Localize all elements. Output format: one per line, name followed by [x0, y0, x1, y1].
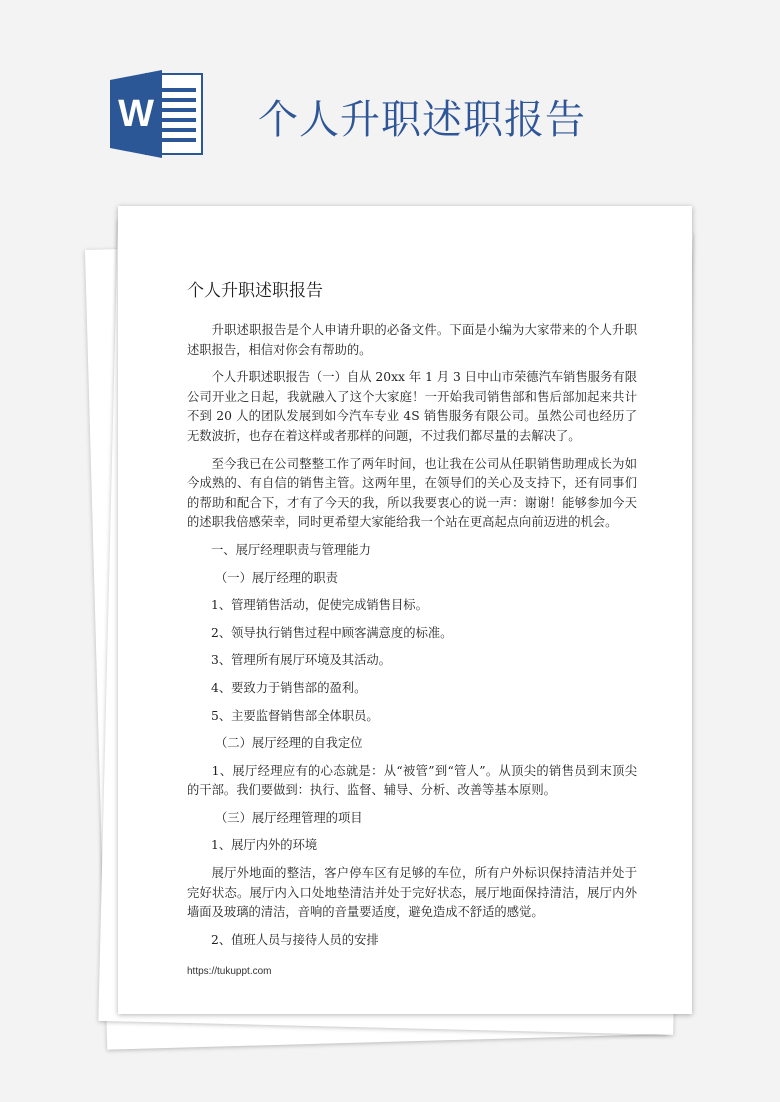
footer-url: https://tukuppt.com — [187, 966, 272, 977]
body-paragraph: 至今我已在公司整整工作了两年时间，也让我在公司从任职销售助理成长为如今成熟的、有自信的销售主管。这两年里，在领导们的关心及支持下，还有同事们的帮助和配合下，才有了今天的我，所以我要衷心的说一声：谢谢！能够参加今天的述职我倍感荣幸，同时更希望大家能给我一个站在更高起点向前迈进的机会。 — [187, 456, 637, 530]
body-paragraph: 展厅外地面的整洁，客户停车区有足够的车位，所有户外标识保持清洁并处于完好状态。展厅内入口处地垫清洁并处于完好状态，展厅地面保持清洁，展厅内外墙面及玻璃的清洁，音响的音量要适度，避免造成不舒适的感觉。 — [187, 866, 637, 920]
document-body — [187, 321, 637, 958]
body-paragraph: 升职述职报告是个人申请升职的必备文件。下面是小编为大家带来的个人升职述职报告，相信对你会有帮助的。 — [187, 323, 637, 357]
list-item: 3、管理所有展厅环境及其活动。 — [211, 653, 391, 668]
list-item: 2、领导执行销售过程中顾客满意度的标准。 — [211, 625, 453, 640]
document-title: 个人升职述职报告 — [187, 281, 323, 301]
banner-title: 个人升职述职报告 — [258, 97, 586, 143]
list-item: 5、主要监督销售部全体职员。 — [211, 708, 379, 723]
section-subheading: （一）展厅经理的职责 — [215, 570, 338, 585]
list-item: 1、展厅内外的环境 — [211, 838, 318, 853]
document-page — [118, 206, 692, 1014]
word-document-icon — [110, 68, 208, 160]
body-paragraph: 1、展厅经理应有的心态就是：从“被管”到“管人”。从顶尖的销售员到末顶尖的干部。我们要做到：执行、监督、辅导、分析、改善等基本原则。 — [187, 763, 637, 798]
list-item: 4、要致力于销售部的盈利。 — [211, 680, 367, 695]
body-paragraph: 个人升职述职报告（一）自从 20xx 年 1 月 3 日中山市荣德汽车销售服务有限公司开业之日起，我就融入了这个大家庭！一开始我司销售部和售后部加起来共计不到 20 人的团队发展到如今汽车专业 4S 销售服务有限公司。虽然公司也经历了无数波折，也存在着这样或者那样的问题，不过我们都尽量的去解决了。 — [187, 370, 637, 443]
list-item: 一、展厅经理职责与管理能力 — [211, 542, 371, 557]
list-item: 1、管理销售活动，促使完成销售目标。 — [211, 598, 428, 613]
section-subheading: （三）展厅经理管理的项目 — [215, 810, 363, 825]
word-icon-letter: W — [118, 93, 154, 135]
section-subheading: （二）展厅经理的自我定位 — [215, 736, 363, 751]
list-item: 2、值班人员与接待人员的安排 — [211, 932, 379, 947]
banner — [0, 0, 780, 190]
